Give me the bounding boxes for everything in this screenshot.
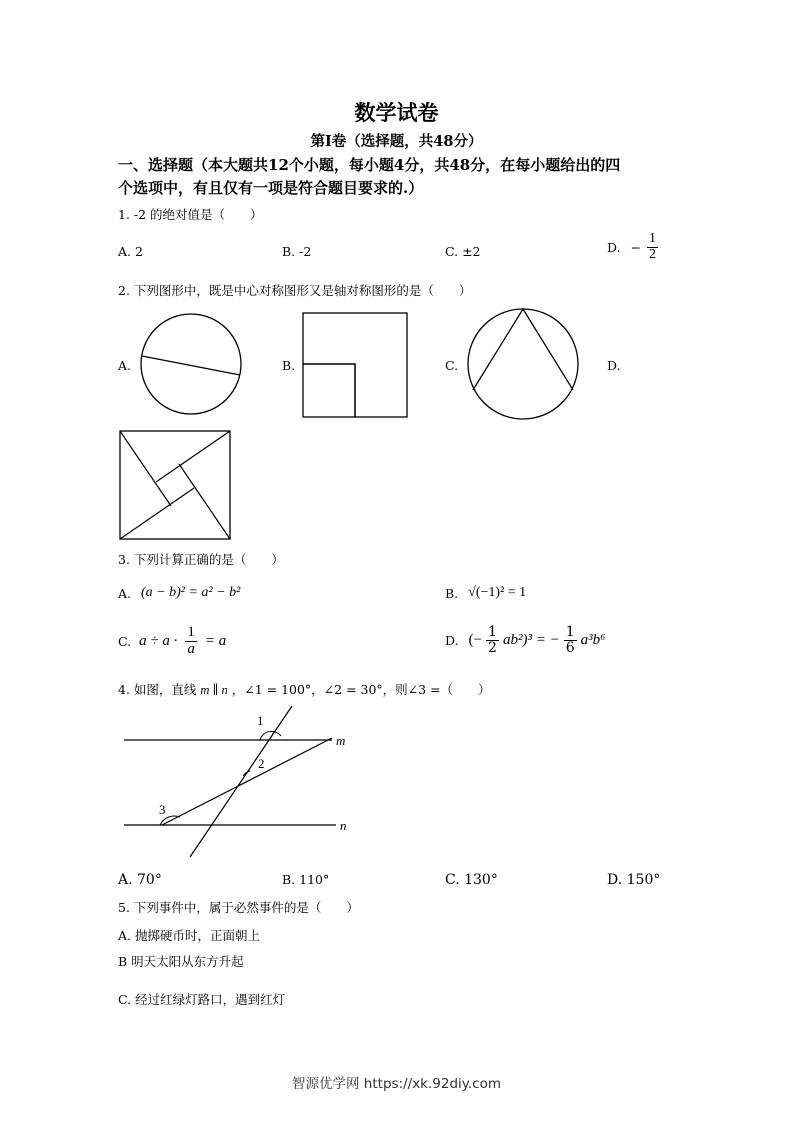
math-expression-left: (− bbox=[468, 631, 483, 648]
math-expression-middle: ab²)³ = − bbox=[502, 631, 560, 648]
question-3-option-a bbox=[118, 585, 240, 601]
stem-prefix: 4. 如图，直线 bbox=[118, 682, 197, 697]
fraction-numerator: 1 bbox=[565, 624, 575, 640]
question-4-stem bbox=[118, 680, 491, 698]
math-expression-left: a ÷ a · bbox=[139, 632, 178, 649]
question-4-option-a: A. 70° bbox=[118, 872, 162, 888]
fraction-numerator: 1 bbox=[488, 624, 497, 640]
math-expression-right: a³b⁶ bbox=[580, 631, 606, 648]
line-n-label: n bbox=[340, 818, 347, 833]
question-2-option-c: C. bbox=[445, 358, 459, 373]
question-5-stem: 5. 下列事件中，属于必然事件的是（ ） bbox=[118, 900, 359, 915]
figure-circle-with-triangle bbox=[463, 303, 583, 425]
question-5-option-a: A. 抛掷硬币时，正面朝上 bbox=[118, 928, 260, 943]
figure-parallel-lines bbox=[120, 702, 360, 862]
question-4-option-b: B. 110° bbox=[282, 872, 330, 887]
fraction bbox=[647, 232, 658, 262]
fraction-denominator: 6 bbox=[565, 639, 575, 656]
minus-sign: − bbox=[630, 239, 642, 255]
part-subtitle: 第Ⅰ卷（选择题，共48分） bbox=[310, 133, 483, 150]
option-label: B. bbox=[445, 585, 459, 601]
fraction-denominator: 2 bbox=[649, 246, 657, 262]
question-4-option-c: C. 130° bbox=[445, 872, 498, 888]
question-2-option-a: A. bbox=[118, 358, 132, 373]
section-heading-line2: 个选项中，有且仅有一项是符合题目要求的.） bbox=[118, 179, 424, 197]
section-heading-line1: 一、选择题（本大题共12个小题，每小题4分，共48分，在每小题给出的四 bbox=[118, 156, 621, 174]
fraction bbox=[486, 625, 499, 655]
question-3-stem: 3. 下列计算正确的是（ ） bbox=[118, 552, 284, 567]
math-expression: √(−1)² = 1 bbox=[468, 585, 527, 600]
question-3-option-c bbox=[118, 625, 226, 658]
stem-rest: ，∠1 = 100°，∠2 = 30°，则∠3 =（ ） bbox=[231, 682, 491, 697]
watermark-footer: 智源优学网 https://xk.92diy.com bbox=[292, 1076, 501, 1092]
question-2-option-b: B. bbox=[282, 358, 296, 373]
question-1-option-b: B. -2 bbox=[282, 244, 312, 259]
option-label: A. bbox=[118, 585, 132, 601]
question-3-option-b bbox=[445, 585, 526, 601]
question-5-option-b: B 明天太阳从东方升起 bbox=[118, 954, 244, 969]
fraction bbox=[564, 625, 577, 655]
question-1-option-d bbox=[607, 232, 658, 262]
question-2-option-d: D. bbox=[607, 358, 621, 373]
question-4-option-d: D. 150° bbox=[607, 872, 661, 888]
angle-2-label: 2 bbox=[258, 756, 265, 771]
page-title: 数学试卷 bbox=[354, 100, 439, 125]
fraction-numerator: 1 bbox=[649, 231, 657, 246]
stem-math: m ∥ n bbox=[200, 683, 228, 697]
math-expression: (a − b)² = a² − b² bbox=[141, 585, 241, 600]
fraction-denominator: 2 bbox=[488, 639, 497, 656]
option-label: D. bbox=[445, 632, 459, 648]
fraction bbox=[185, 625, 197, 658]
option-label: D. bbox=[607, 239, 621, 255]
question-5-option-c: C. 经过红绿灯路口，遇到红灯 bbox=[118, 992, 286, 1007]
figure-pinwheel-square bbox=[119, 430, 232, 542]
option-label: C. bbox=[118, 633, 132, 649]
fraction-denominator: a bbox=[187, 640, 195, 657]
angle-3-label: 3 bbox=[159, 802, 166, 817]
question-1-option-c: C. ±2 bbox=[445, 244, 481, 259]
figure-circle-with-chord bbox=[135, 310, 247, 418]
fraction-numerator: 1 bbox=[187, 624, 195, 640]
line-m-label: m bbox=[336, 733, 346, 748]
question-1-option-a: A. 2 bbox=[118, 244, 143, 259]
math-expression-right: = a bbox=[204, 632, 227, 649]
question-2-stem: 2. 下列图形中，既是中心对称图形又是轴对称图形的是（ ） bbox=[118, 283, 472, 298]
question-1-stem: 1. -2 的绝对值是（ ） bbox=[118, 207, 263, 222]
question-3-option-d bbox=[445, 625, 605, 655]
angle-1-label: 1 bbox=[257, 713, 264, 728]
figure-square-with-inner-square bbox=[302, 312, 410, 420]
